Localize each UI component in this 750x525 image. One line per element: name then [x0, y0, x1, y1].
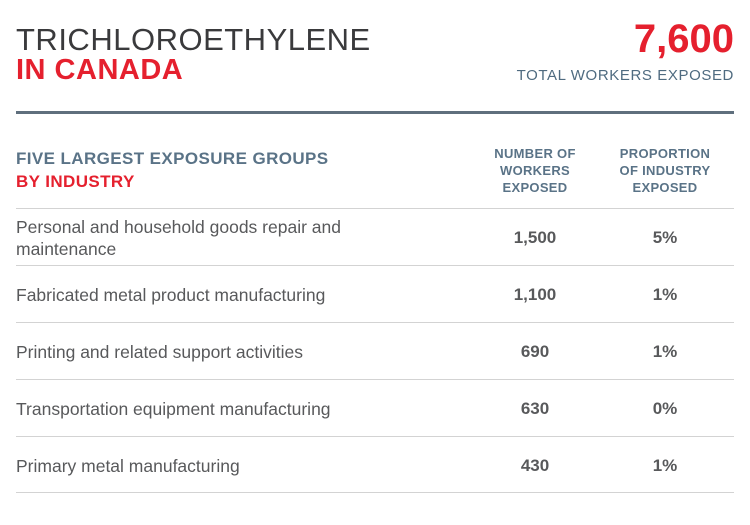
- workers-exposed-value: 1,100: [513, 284, 557, 304]
- industry-label: Personal and household goods repair and maintenance: [16, 216, 341, 259]
- table-header: [16, 145, 734, 205]
- header-divider: [16, 111, 734, 114]
- table-row: [16, 379, 734, 436]
- column-header-line: OF INDUSTRY: [619, 163, 711, 178]
- column-header-workers: [474, 145, 596, 196]
- proportion-exposed-value: 5%: [652, 227, 678, 247]
- section-subtitle: BY INDUSTRY: [16, 172, 135, 191]
- column-header-line: NUMBER OF: [494, 146, 576, 161]
- table-row: [16, 436, 734, 493]
- column-header-line: PROPORTION: [619, 146, 711, 161]
- column-header-proportion: [600, 145, 730, 196]
- total-workers-value: 7,600: [633, 17, 734, 61]
- column-header-line: EXPOSED: [502, 180, 568, 195]
- page-header: [16, 17, 734, 90]
- industry-label: Primary metal manufacturing: [16, 455, 240, 476]
- industry-label: Fabricated metal product manufacturing: [16, 284, 326, 305]
- column-header-line: WORKERS: [500, 163, 570, 178]
- proportion-exposed-value: 1%: [652, 284, 678, 304]
- total-workers-label: TOTAL WORKERS EXPOSED: [516, 67, 734, 84]
- page-title: TRICHLOROETHYLENE: [16, 22, 371, 57]
- page-subtitle: IN CANADA: [16, 54, 184, 86]
- proportion-exposed-value: 0%: [652, 398, 678, 418]
- proportion-exposed-value: 1%: [652, 341, 678, 361]
- workers-exposed-value: 430: [520, 455, 550, 475]
- proportion-exposed-value: 1%: [652, 455, 678, 475]
- table-row: [16, 208, 734, 265]
- exposure-table: [16, 208, 734, 493]
- column-header-line: EXPOSED: [632, 180, 698, 195]
- section-title: FIVE LARGEST EXPOSURE GROUPS: [16, 149, 329, 168]
- industry-label: Printing and related support activities: [16, 341, 303, 362]
- workers-exposed-value: 630: [520, 398, 550, 418]
- table-row: [16, 265, 734, 322]
- workers-exposed-value: 690: [520, 341, 550, 361]
- workers-exposed-value: 1,500: [513, 227, 557, 247]
- industry-label: Transportation equipment manufacturing: [16, 398, 331, 419]
- table-row: [16, 322, 734, 379]
